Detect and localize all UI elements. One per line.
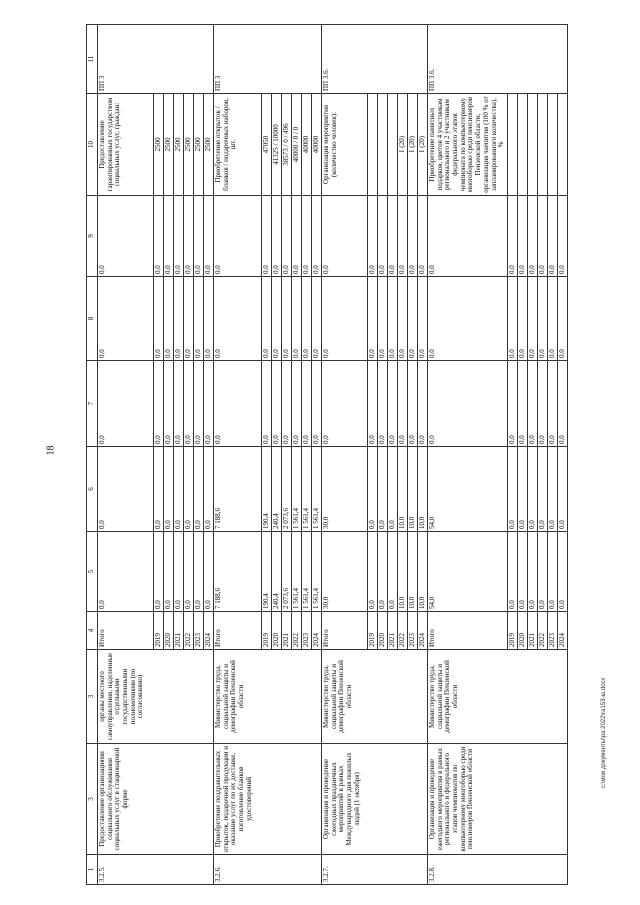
amount-cell: 0,0 <box>302 277 312 361</box>
amount-cell: 0,0 <box>547 532 557 612</box>
total-label: Итого <box>428 612 508 650</box>
amount-cell: 0,0 <box>398 361 408 447</box>
amount-cell: 0,0 <box>517 196 527 277</box>
amount-cell: 0,0 <box>312 277 322 361</box>
amount-cell: 190,4 <box>262 447 272 532</box>
amount-cell: 10,0 <box>418 447 428 532</box>
indicator-value: 2500 <box>184 94 194 196</box>
indicator-value: 40000 / 0 / 0 <box>292 94 302 196</box>
amount-cell: 0,0 <box>527 361 537 447</box>
amount-cell: 1 561,4 <box>302 532 312 612</box>
amount-cell: 0,0 <box>507 532 517 612</box>
amount-cell: 0,0 <box>272 277 282 361</box>
amount-cell: 1 561,4 <box>292 447 302 532</box>
amount-cell: 2 073,6 <box>282 532 292 612</box>
amount-cell: 0,0 <box>204 196 214 277</box>
year-cell: 2023 <box>194 612 204 650</box>
table-container <box>86 25 566 885</box>
amount-cell: 0,0 <box>154 277 164 361</box>
amount-cell: 0,0 <box>547 361 557 447</box>
amount-cell: 0,0 <box>378 277 388 361</box>
indicator-value: 1 (20) <box>418 94 428 196</box>
indicator-value: 2500 <box>204 94 214 196</box>
total-value: 0,0 <box>214 196 262 277</box>
amount-cell: 0,0 <box>282 196 292 277</box>
indicator-value: 41325 / 10000 <box>272 94 282 196</box>
header-cell: 6 <box>87 447 98 532</box>
total-value: 0,0 <box>98 447 154 532</box>
measure-total-row <box>322 25 368 885</box>
page-number: 18 <box>45 445 57 456</box>
header-row <box>87 25 98 885</box>
amount-cell: 0,0 <box>204 532 214 612</box>
header-cell: 10 <box>87 94 98 196</box>
amount-cell: 0,0 <box>547 196 557 277</box>
amount-cell: 0,0 <box>527 532 537 612</box>
total-value: 30,0 <box>322 447 368 532</box>
indicator-value: 40000 <box>302 94 312 196</box>
rotated-table-frame <box>86 25 566 885</box>
total-value: 0,0 <box>98 532 154 612</box>
header-cell: 3 <box>87 744 98 855</box>
amount-cell: 0,0 <box>262 277 272 361</box>
measure-name: Приобретение поздравительных открыток, подарочной продукции и оказание услуг по их доставке, изготовление бланков удостоверений <box>214 744 322 855</box>
total-value: 0,0 <box>98 277 154 361</box>
amount-cell: 0,0 <box>507 196 517 277</box>
amount-cell: 0,0 <box>302 196 312 277</box>
amount-cell: 240,4 <box>272 532 282 612</box>
amount-cell: 0,0 <box>282 277 292 361</box>
amount-cell: 0,0 <box>398 277 408 361</box>
measures-table <box>86 24 568 885</box>
amount-cell: 0,0 <box>262 361 272 447</box>
amount-cell: 0,0 <box>418 196 428 277</box>
amount-cell: 0,0 <box>388 361 398 447</box>
total-value: 0,0 <box>98 361 154 447</box>
amount-cell: 0,0 <box>507 361 517 447</box>
amount-cell: 0,0 <box>368 277 378 361</box>
amount-cell: 0,0 <box>154 196 164 277</box>
amount-cell: 0,0 <box>174 196 184 277</box>
amount-cell: 0,0 <box>408 361 418 447</box>
measure-total-row <box>428 25 508 885</box>
amount-cell: 0,0 <box>164 532 174 612</box>
header-cell: 3 <box>87 650 98 744</box>
program-ref: ПП 3 <box>214 25 322 94</box>
total-value: 0,0 <box>214 361 262 447</box>
header-cell: 4 <box>87 612 98 650</box>
amount-cell: 0,0 <box>312 196 322 277</box>
amount-cell: 0,0 <box>292 277 302 361</box>
amount-cell: 0,0 <box>517 532 527 612</box>
total-value: 7 188,6 <box>214 532 262 612</box>
total-value: 30,0 <box>322 532 368 612</box>
amount-cell: 0,0 <box>378 447 388 532</box>
amount-cell: 0,0 <box>194 196 204 277</box>
year-cell: 2022 <box>398 612 408 650</box>
amount-cell: 0,0 <box>164 361 174 447</box>
year-cell: 2020 <box>517 612 527 650</box>
amount-cell: 0,0 <box>527 196 537 277</box>
amount-cell: 0,0 <box>194 447 204 532</box>
year-cell: 2024 <box>557 612 567 650</box>
amount-cell: 0,0 <box>154 447 164 532</box>
measure-name: Предоставление организациями социального обслуживания социальных услуг в стационарной форме <box>98 744 214 855</box>
amount-cell: 0,0 <box>204 277 214 361</box>
year-cell: 2020 <box>378 612 388 650</box>
amount-cell: 0,0 <box>154 532 164 612</box>
measure-name: Организация и проведение ежегодного мероприятия в рамках регионального и федерального этапов чемпионатов по компьютерному многоборью среди пенсионеров Пензенской области <box>428 744 568 855</box>
indicator-value <box>388 94 398 196</box>
amount-cell: 0,0 <box>184 447 194 532</box>
amount-cell: 0,0 <box>282 361 292 447</box>
indicator-value: 1 (20) <box>408 94 418 196</box>
indicator-value <box>507 94 517 196</box>
amount-cell: 0,0 <box>292 196 302 277</box>
indicator-value: 2500 <box>174 94 184 196</box>
amount-cell: 0,0 <box>368 361 378 447</box>
amount-cell: 0,0 <box>154 361 164 447</box>
program-ref: ПП 3.6. <box>322 25 428 94</box>
measure-number: 3.2.5. <box>98 855 214 885</box>
amount-cell: 0,0 <box>517 361 527 447</box>
amount-cell: 1 561,4 <box>312 532 322 612</box>
amount-cell: 0,0 <box>194 277 204 361</box>
amount-cell: 0,0 <box>537 277 547 361</box>
indicator-value: 2500 <box>164 94 174 196</box>
year-cell: 2020 <box>164 612 174 650</box>
total-value: 0,0 <box>322 361 368 447</box>
amount-cell: 0,0 <box>388 532 398 612</box>
year-cell: 2020 <box>272 612 282 650</box>
indicator-value <box>527 94 537 196</box>
amount-cell: 10,0 <box>398 532 408 612</box>
year-cell: 2024 <box>204 612 214 650</box>
year-cell: 2023 <box>547 612 557 650</box>
amount-cell: 1 561,4 <box>312 447 322 532</box>
total-value: 54,0 <box>428 532 508 612</box>
indicator-text: Приобретение открыток / бланков / подарочных наборов, шт. <box>214 94 262 196</box>
amount-cell: 0,0 <box>312 361 322 447</box>
amount-cell: 0,0 <box>184 361 194 447</box>
amount-cell: 0,0 <box>174 361 184 447</box>
amount-cell: 0,0 <box>388 196 398 277</box>
indicator-value <box>557 94 567 196</box>
indicator-text: Приобретение памятных подарков, цветов 4 участникам регионального и 2 участникам федерального этапов чемпионата по компьютерному многоборью среди пенсионеров Пензенской области, организация чаепития (100 % от запланированного количества), % <box>428 94 508 196</box>
amount-cell: 0,0 <box>368 196 378 277</box>
amount-cell: 0,0 <box>174 447 184 532</box>
indicator-value: 38573 / 0 / 496 <box>282 94 292 196</box>
year-cell: 2021 <box>527 612 537 650</box>
amount-cell: 0,0 <box>557 532 567 612</box>
header-cell: 7 <box>87 361 98 447</box>
year-cell: 2021 <box>388 612 398 650</box>
year-cell: 2019 <box>507 612 517 650</box>
measure-number: 3.2.7. <box>322 855 428 885</box>
indicator-value <box>537 94 547 196</box>
indicator-value <box>547 94 557 196</box>
amount-cell: 0,0 <box>557 277 567 361</box>
amount-cell: 0,0 <box>418 277 428 361</box>
amount-cell: 0,0 <box>547 277 557 361</box>
amount-cell: 0,0 <box>557 196 567 277</box>
amount-cell: 0,0 <box>557 447 567 532</box>
total-value: 0,0 <box>428 361 508 447</box>
total-value: 0,0 <box>322 277 368 361</box>
amount-cell: 0,0 <box>194 532 204 612</box>
amount-cell: 0,0 <box>184 277 194 361</box>
amount-cell: 0,0 <box>262 196 272 277</box>
year-cell: 2019 <box>262 612 272 650</box>
measure-name: Организация и проведение сжегодных праздничных мероприятий в рамках Международного дня пожилых людей (1 октября) <box>322 744 428 855</box>
measure-executor: Министерство труда, социальной защиты и демографии Пензенской области <box>214 650 322 744</box>
header-cell: 11 <box>87 25 98 94</box>
amount-cell: 0,0 <box>547 447 557 532</box>
year-cell: 2021 <box>174 612 184 650</box>
indicator-value: 47050 <box>262 94 272 196</box>
amount-cell: 10,0 <box>418 532 428 612</box>
measure-total-row <box>214 25 262 885</box>
indicator-value: 1 (20) <box>398 94 408 196</box>
indicator-value: 2500 <box>194 94 204 196</box>
amount-cell: 1 561,4 <box>302 447 312 532</box>
amount-cell: 0,0 <box>272 196 282 277</box>
program-ref: ПП 3 <box>98 25 214 94</box>
indicator-text: Организация мероприятия (количество человек): <box>322 94 368 196</box>
year-cell: 2019 <box>154 612 164 650</box>
amount-cell: 1 561,4 <box>292 532 302 612</box>
header-cell: 8 <box>87 277 98 361</box>
amount-cell: 0,0 <box>204 447 214 532</box>
indicator-value <box>517 94 527 196</box>
year-cell: 2019 <box>368 612 378 650</box>
amount-cell: 0,0 <box>527 447 537 532</box>
total-value: 0,0 <box>322 196 368 277</box>
amount-cell: 0,0 <box>368 447 378 532</box>
amount-cell: 0,0 <box>378 361 388 447</box>
amount-cell: 10,0 <box>408 447 418 532</box>
header-cell: 5 <box>87 532 98 612</box>
amount-cell: 0,0 <box>164 277 174 361</box>
amount-cell: 0,0 <box>272 361 282 447</box>
total-label: Итого <box>98 612 154 650</box>
indicator-value: 40000 <box>312 94 322 196</box>
amount-cell: 0,0 <box>302 361 312 447</box>
amount-cell: 0,0 <box>194 361 204 447</box>
amount-cell: 0,0 <box>378 532 388 612</box>
total-label: Итого <box>322 612 368 650</box>
measure-number: 3.2.6. <box>214 855 322 885</box>
amount-cell: 240,4 <box>272 447 282 532</box>
amount-cell: 0,0 <box>378 196 388 277</box>
amount-cell: 0,0 <box>517 277 527 361</box>
amount-cell: 0,0 <box>204 361 214 447</box>
amount-cell: 0,0 <box>527 277 537 361</box>
measure-executor: органы местного самоуправления, наделенные отдельными государственными полномочиями (по согласованию) <box>98 650 214 744</box>
total-label: Итого <box>214 612 262 650</box>
year-cell: 2021 <box>282 612 292 650</box>
amount-cell: 2 073,6 <box>282 447 292 532</box>
amount-cell: 0,0 <box>537 532 547 612</box>
amount-cell: 0,0 <box>408 196 418 277</box>
header-cell: 1 <box>87 855 98 885</box>
amount-cell: 0,0 <box>388 447 398 532</box>
indicator-value <box>378 94 388 196</box>
indicator-text: Предоставление гарантированных государством социальных услуг, граждан: <box>98 94 154 196</box>
indicator-value: 2500 <box>154 94 164 196</box>
measure-executor: Министерство труда, социальной защиты и демографии Пензенской области <box>428 650 568 744</box>
amount-cell: 0,0 <box>292 361 302 447</box>
amount-cell: 190,4 <box>262 532 272 612</box>
amount-cell: 0,0 <box>174 277 184 361</box>
measure-executor: Министерство труда, социальной защиты и демографии Пензенской области <box>322 650 428 744</box>
total-value: 54,0 <box>428 447 508 532</box>
amount-cell: 0,0 <box>388 277 398 361</box>
amount-cell: 0,0 <box>507 447 517 532</box>
measure-total-row <box>98 25 154 885</box>
amount-cell: 0,0 <box>557 361 567 447</box>
amount-cell: 0,0 <box>418 361 428 447</box>
indicator-value <box>368 94 378 196</box>
amount-cell: 0,0 <box>174 532 184 612</box>
program-ref: ПП 3.6. <box>428 25 568 94</box>
amount-cell: 0,0 <box>164 447 174 532</box>
footer-file-path: c:\мои документы\ра 2022\ra153-ш.docx <box>601 677 607 788</box>
amount-cell: 0,0 <box>398 196 408 277</box>
header-cell: 9 <box>87 196 98 277</box>
year-cell: 2023 <box>302 612 312 650</box>
amount-cell: 0,0 <box>537 447 547 532</box>
amount-cell: 0,0 <box>184 532 194 612</box>
total-value: 0,0 <box>428 196 508 277</box>
amount-cell: 0,0 <box>164 196 174 277</box>
year-cell: 2023 <box>408 612 418 650</box>
total-value: 0,0 <box>98 196 154 277</box>
year-cell: 2022 <box>292 612 302 650</box>
amount-cell: 10,0 <box>398 447 408 532</box>
amount-cell: 0,0 <box>408 277 418 361</box>
amount-cell: 10,0 <box>408 532 418 612</box>
measure-number: 3.2.8. <box>428 855 568 885</box>
amount-cell: 0,0 <box>537 361 547 447</box>
table-body <box>87 25 568 885</box>
amount-cell: 0,0 <box>368 532 378 612</box>
year-cell: 2022 <box>184 612 194 650</box>
year-cell: 2024 <box>418 612 428 650</box>
year-cell: 2022 <box>537 612 547 650</box>
total-value: 7 188,6 <box>214 447 262 532</box>
total-value: 0,0 <box>428 277 508 361</box>
amount-cell: 0,0 <box>517 447 527 532</box>
amount-cell: 0,0 <box>537 196 547 277</box>
amount-cell: 0,0 <box>184 196 194 277</box>
amount-cell: 0,0 <box>507 277 517 361</box>
year-cell: 2024 <box>312 612 322 650</box>
total-value: 0,0 <box>214 277 262 361</box>
